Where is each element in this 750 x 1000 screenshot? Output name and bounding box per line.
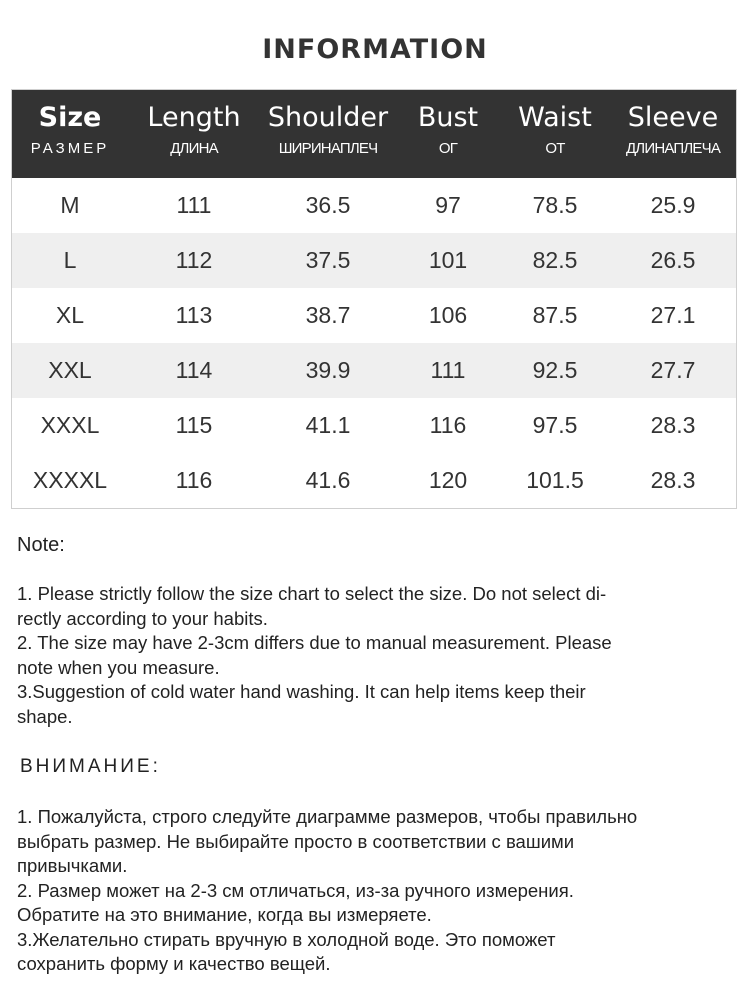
cell-bust: 116 [429,412,467,438]
table-header-row [12,90,736,178]
note-line: shape. [17,705,73,727]
header-cell-size [12,90,128,178]
table-row [12,398,736,453]
cell-shoulder: 37.5 [305,247,351,273]
header-label-en: Waist [518,102,592,133]
cell-length: 114 [175,357,213,383]
table-row [12,178,736,233]
note-line: 2. Размер может на 2-3 см отличаться, из-за ручного измерения. [17,879,574,901]
cell-waist: 78.5 [532,192,578,218]
cell-size: XXL [48,357,92,383]
cell-bust: 106 [428,302,468,328]
note-body-ru [17,805,733,977]
cell-sleeve: 27.1 [650,302,696,328]
cell-shoulder: 38.7 [305,302,351,328]
cell-shoulder: 41.1 [305,412,351,438]
cell-sleeve: 28.3 [650,467,696,493]
cell-bust: 101 [428,247,468,273]
cell-shoulder: 41.6 [305,467,351,493]
note-line: 3.Suggestion of cold water hand washing. It can help items keep their [17,681,586,702]
note-line: 1. Пожалуйста, строго следуйте диаграмме размеров, чтобы правильно [17,806,638,827]
cell-size: XXXL [40,412,100,438]
header-label-en: Sleeve [627,102,719,133]
note-body-en [17,582,733,729]
note-line: привычками. [17,855,128,876]
cell-waist: 101.5 [526,467,584,493]
note-line: 2. The size may have 2-3cm differs due to manual measurement. Please [17,632,612,653]
cell-shoulder: 39.9 [305,357,351,383]
header-cell-sleeve [610,90,736,178]
cell-length: 116 [175,467,213,493]
note-line: выбрать размер. Не выбирайте просто в соответствии с вашими [17,830,575,852]
note-line: Обратите на это внимание, когда вы измеряете. [17,904,432,925]
header-label-en: Shoulder [267,102,389,133]
table-row [12,288,736,343]
cell-length: 115 [175,412,213,438]
header-cell-length [128,90,260,178]
header-label-ru: ШИРИНАПЛЕЧ [278,140,378,157]
header-label-ru: ДЛИНА [170,140,218,157]
attention-heading: ВНИМАНИЕ: [20,756,161,777]
note-line: 3.Желательно стирать вручную в холодной воде. Это поможет [17,928,556,950]
cell-length: 111 [176,192,212,218]
cell-size: XXXXL [32,467,108,493]
cell-bust: 97 [435,192,461,218]
cell-size: M [60,192,80,218]
header-label-ru: ДЛИНАПЛЕЧА [625,140,721,157]
size-chart-table [11,89,737,509]
cell-size: XL [55,302,85,328]
table-row [12,453,736,508]
note-line: сохранить форму и качество вещей. [17,953,331,974]
header-cell-bust [396,90,500,178]
cell-sleeve: 25.9 [650,192,696,218]
cell-bust: 111 [430,357,466,383]
table-row [12,233,736,288]
note-line: 1. Please strictly follow the size chart to select the size. Do not select di- [17,583,607,604]
cell-waist: 87.5 [532,302,578,328]
header-label-ru: РАЗМЕР [30,140,110,157]
cell-bust: 120 [428,467,468,493]
cell-waist: 97.5 [532,412,578,438]
cell-size: L [63,247,77,273]
header-label-en: Bust [417,102,479,133]
cell-waist: 92.5 [532,357,578,383]
note-heading: Note: [17,534,65,556]
header-cell-waist [500,90,610,178]
cell-length: 113 [175,302,213,328]
cell-length: 112 [175,247,213,273]
cell-waist: 82.5 [532,247,578,273]
header-label-ru: ОГ [438,140,458,157]
cell-shoulder: 36.5 [305,192,351,218]
note-line: note when you measure. [17,656,220,678]
cell-sleeve: 28.3 [650,412,696,438]
page-title: INFORMATION [262,34,488,65]
table-row [12,343,736,398]
header-cell-shoulder [260,90,396,178]
header-label-en: Size [38,102,102,133]
header-label-en: Length [147,102,241,133]
cell-sleeve: 26.5 [650,247,696,273]
header-label-ru: ОТ [545,140,565,157]
note-line: rectly according to your habits. [17,607,268,629]
cell-sleeve: 27.7 [650,357,696,383]
